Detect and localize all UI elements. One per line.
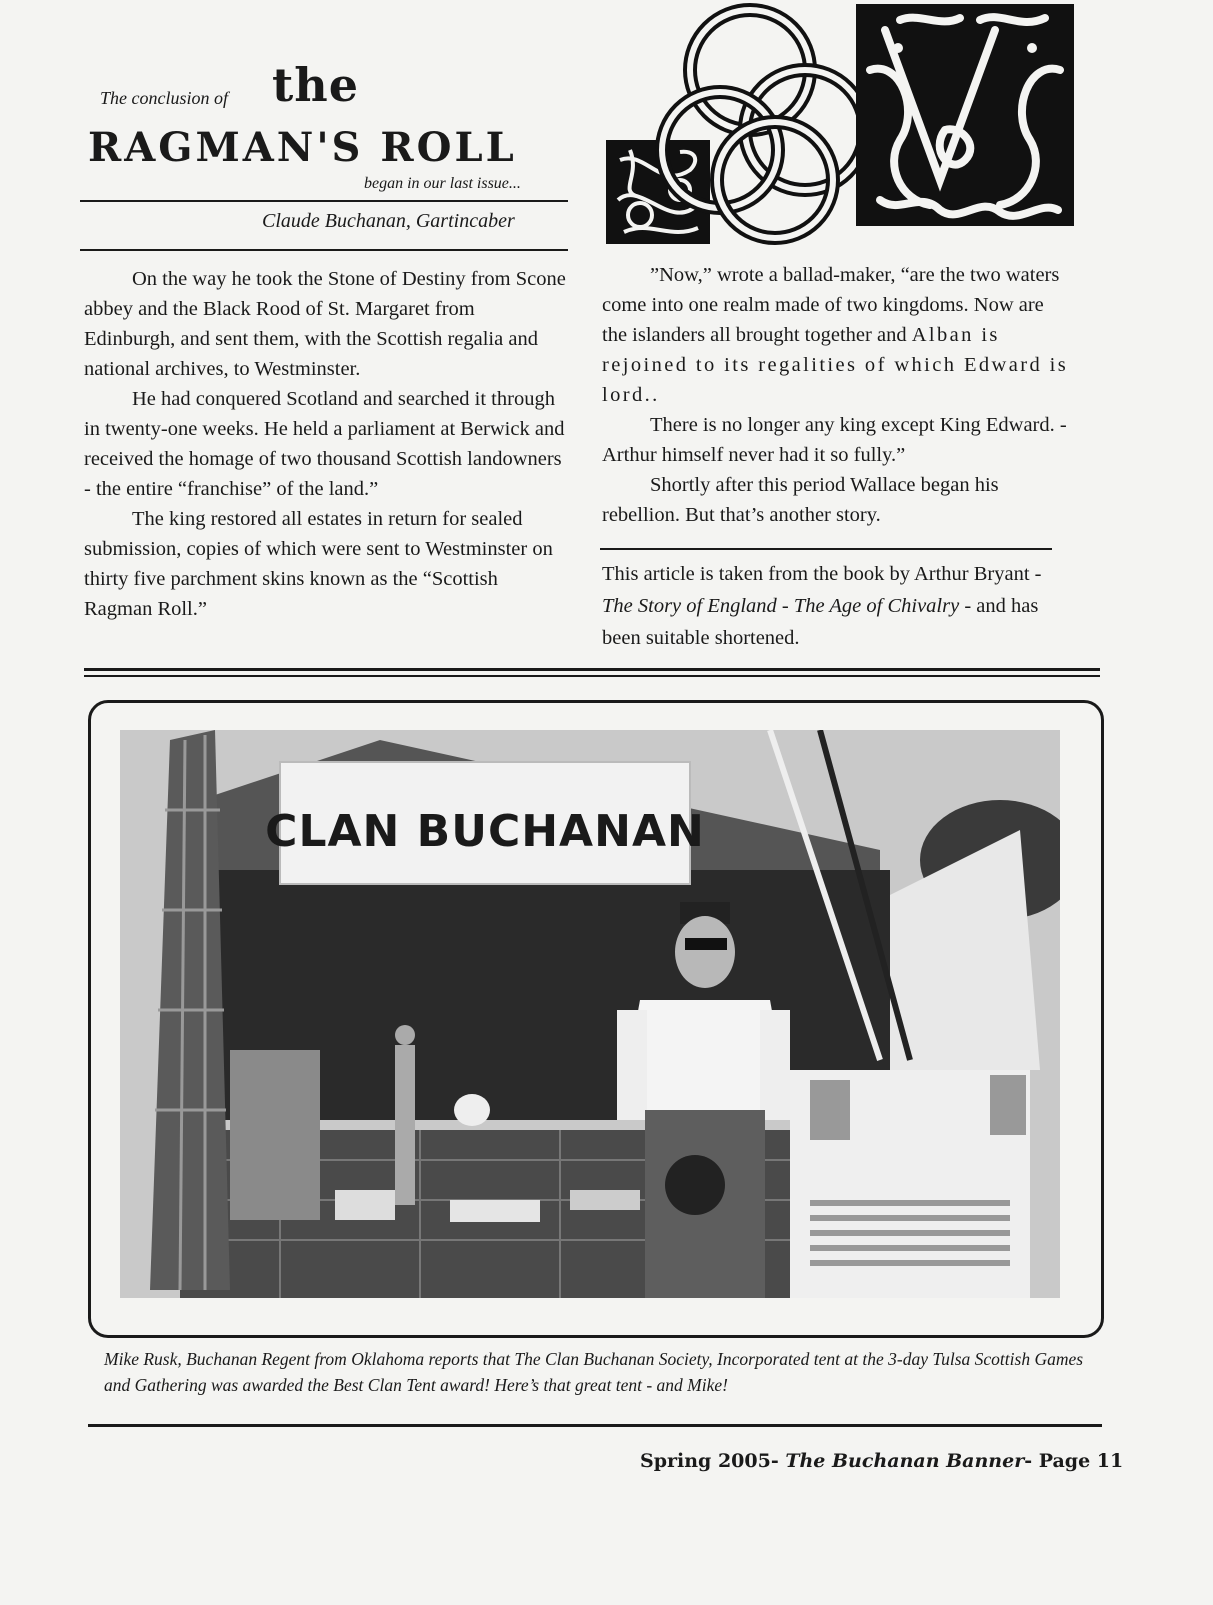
footer-rule — [88, 1424, 1102, 1427]
title-line-2: RAGMAN'S ROLL — [88, 124, 517, 171]
paragraph: On the way he took the Stone of Destiny from Scone abbey and the Black Rood of St. Margaret from Edinburgh, and sent them, with the Scottish regalia and national archives, to Westminster. — [84, 268, 566, 380]
title-kicker: The conclusion of — [100, 88, 228, 108]
paragraph-text: ”Now,” wrote a ballad-maker, “are the two waters come into one realm made of two kingdoms. Now are the islanders all brought together and — [602, 264, 1060, 346]
paragraph: He had conquered Scotland and searched it through in twenty-one weeks. He held a parliament at Berwick and received the homage of two thousand Scottish landowners - the entire “franchise” of the land.” — [84, 388, 565, 500]
began-note: began in our last issue... — [364, 175, 521, 192]
source-book-title: The Story of England - The Age of Chivalry — [602, 595, 960, 617]
page-footer — [640, 1450, 1123, 1472]
source-note — [602, 558, 1062, 654]
header-rule-bottom — [80, 249, 568, 251]
banner-text: CLAN BUCHANAN — [265, 806, 705, 857]
section-rule-top — [84, 668, 1100, 671]
framed-print-icon — [230, 1050, 320, 1220]
footer-publication: The Buchanan Banner — [785, 1450, 1025, 1472]
article-right-column — [602, 260, 1070, 530]
paragraph-text-spaced: Alban is rejoined to its regalities of which Edward is lord.. — [602, 324, 1069, 406]
trophy-icon — [395, 1045, 415, 1205]
title-line-1: the — [272, 58, 359, 112]
author-byline: Claude Buchanan, Gartincaber — [262, 210, 515, 232]
footer-page-number: - Page 11 — [1024, 1450, 1124, 1472]
source-divider — [600, 548, 1052, 550]
zoomorphic-panel-icon — [856, 4, 1074, 226]
paragraph: The king restored all estates in return for sealed submission, copies of which were sent to Westminster on thirty five parchment skins known as the “Scottish Ragman Roll.” — [84, 508, 553, 620]
paragraph: There is no longer any king except King Edward. - Arthur himself never had it so fully.” — [602, 414, 1067, 466]
paragraph: Shortly after this period Wallace began his rebellion. But that’s another story. — [602, 474, 999, 526]
paragraph — [602, 260, 1070, 410]
footer-season: Spring 2005- — [640, 1450, 786, 1472]
triquetra-rings-icon — [662, 10, 865, 238]
source-text: This article is taken from the book by Arthur Bryant - — [602, 563, 1042, 585]
photo-caption: Mike Rusk, Buchanan Regent from Oklahoma reports that The Clan Buchanan Society, Incorporated tent at the 3-day Tulsa Scottish Games and Gathering was awarded the Best Clan Tent award! Here’s that great tent - and Mike! — [104, 1349, 1084, 1395]
header-rule-top — [80, 200, 568, 202]
article-left-column — [84, 264, 568, 624]
source-text: - and has been suitable shortened. — [602, 595, 1039, 649]
section-rule-bottom — [84, 675, 1100, 677]
celtic-knotwork-icon — [600, 0, 1090, 250]
clan-tent-photo — [120, 730, 1060, 1298]
